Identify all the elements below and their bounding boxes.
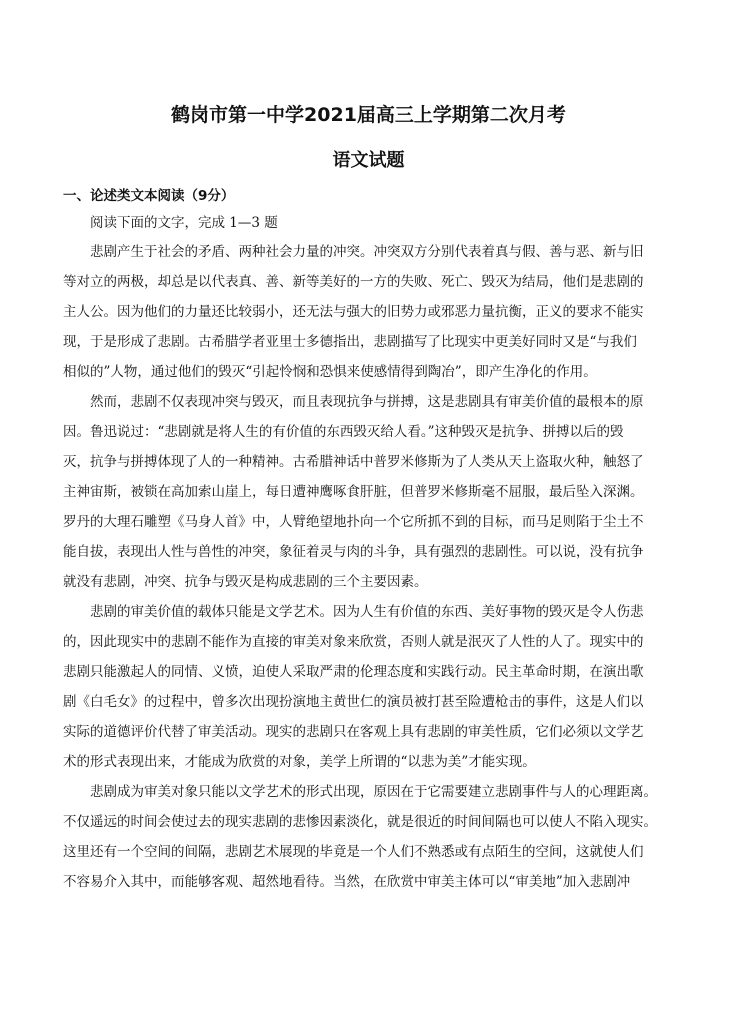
body-line: 灭，抗争与拼搏体现了人的一种精神。古希腊神话中普罗米修斯为了人类从天上盗取火种，触怒了 bbox=[63, 454, 644, 470]
body-line: 悲剧只能激起人的同情、义愤，迫使人采取严肃的伦理态度和实践行动。民主革命时期，在演出歌 bbox=[63, 664, 644, 680]
body-line: 的，因此现实中的悲剧不能作为直接的审美对象来欣赏，否则人就是泯灭了人性的人了。现实中的 bbox=[63, 634, 644, 650]
body-line: 悲剧成为审美对象只能以文学艺术的形式出现，原因在于它需要建立悲剧事件与人的心理距离。 bbox=[90, 784, 657, 800]
body-line: 主神宙斯，被锁在高加索山崖上，每日遭神鹰啄食肝脏，但普罗米修斯毫不屈服，最后坠入深渊。 bbox=[63, 484, 644, 500]
body-line: 剧《白毛女》的过程中，曾多次出现扮演地主黄世仁的演员被打甚至险遭枪击的事件，这是人们以 bbox=[63, 694, 644, 710]
document-title: 鹤岗市第一中学2021届高三上学期第二次月考 bbox=[171, 104, 566, 126]
body-line: 能自拔，表现出人性与兽性的冲突，象征着灵与肉的斗争，具有强烈的悲剧性。可以说，没有抗争 bbox=[63, 544, 644, 560]
reading-instruction: 阅读下面的文字，完成 1—3 题 bbox=[90, 215, 278, 231]
body-line: 就没有悲剧，冲突、抗争与毁灭是构成悲剧的三个主要因素。 bbox=[63, 574, 428, 590]
document-subtitle: 语文试题 bbox=[332, 150, 405, 171]
body-line: 然而，悲剧不仅表现冲突与毁灭，而且表现抗争与拼搏，这是悲剧具有审美价值的最根本的原 bbox=[90, 394, 644, 410]
body-line: 等对立的两极，却总是以代表真、善、新等美好的一方的失败、死亡、毁灭为结局，他们是悲剧的 bbox=[63, 274, 644, 290]
body-line: 不仅遥远的时间会使过去的现实悲剧的悲惨因素淡化，就是很近的时间间隔也可以使人不陷入现实。 bbox=[63, 814, 657, 830]
body-line: 因。鲁迅说过：“悲剧就是将人生的有价值的东西毁灭给人看。”这种毁灭是抗争、拼搏以后的毁 bbox=[63, 424, 624, 440]
body-line: 主人公。因为他们的力量还比较弱小，还无法与强大的旧势力或邪恶力量抗衡，正义的要求不能实 bbox=[63, 304, 644, 320]
body-line: 悲剧的审美价值的载体只能是文学艺术。因为人生有价值的东西、美好事物的毁灭是令人伤悲 bbox=[90, 604, 644, 620]
body-line: 不容易介入其中，而能够客观、超然地看待。当然，在欣赏中审美主体可以“审美地”加入悲剧冲 bbox=[63, 874, 631, 890]
body-line: 现，于是形成了悲剧。古希腊学者亚里士多德指出，悲剧描写了比现实中更美好同时又是“与我们 bbox=[63, 334, 637, 350]
section-heading: 一、论述类文本阅读（9分） bbox=[63, 188, 235, 204]
body-line: 这里还有一个空间的间隔，悲剧艺术展现的毕竟是一个人们不熟悉或有点陌生的空间，这就使人们 bbox=[63, 844, 644, 860]
body-line: 罗丹的大理石雕塑《马身人首》中，人臂绝望地扑向一个它所抓不到的目标，而马足则陷于尘土不 bbox=[63, 514, 644, 530]
body-line: 实际的道德评价代替了审美活动。现实的悲剧只在客观上具有悲剧的审美性质，它们必须以文学艺 bbox=[63, 724, 644, 740]
body-line: 悲剧产生于社会的矛盾、两种社会力量的冲突。冲突双方分别代表着真与假、善与恶、新与旧 bbox=[90, 244, 644, 260]
body-line: 相似的”人物，通过他们的毁灭“引起怜悯和恐惧来使感情得到陶冶”，即产生净化的作用。 bbox=[63, 364, 597, 380]
body-line: 术的形式表现出来，才能成为欣赏的对象，美学上所谓的“以悲为美”才能实现。 bbox=[63, 754, 536, 770]
